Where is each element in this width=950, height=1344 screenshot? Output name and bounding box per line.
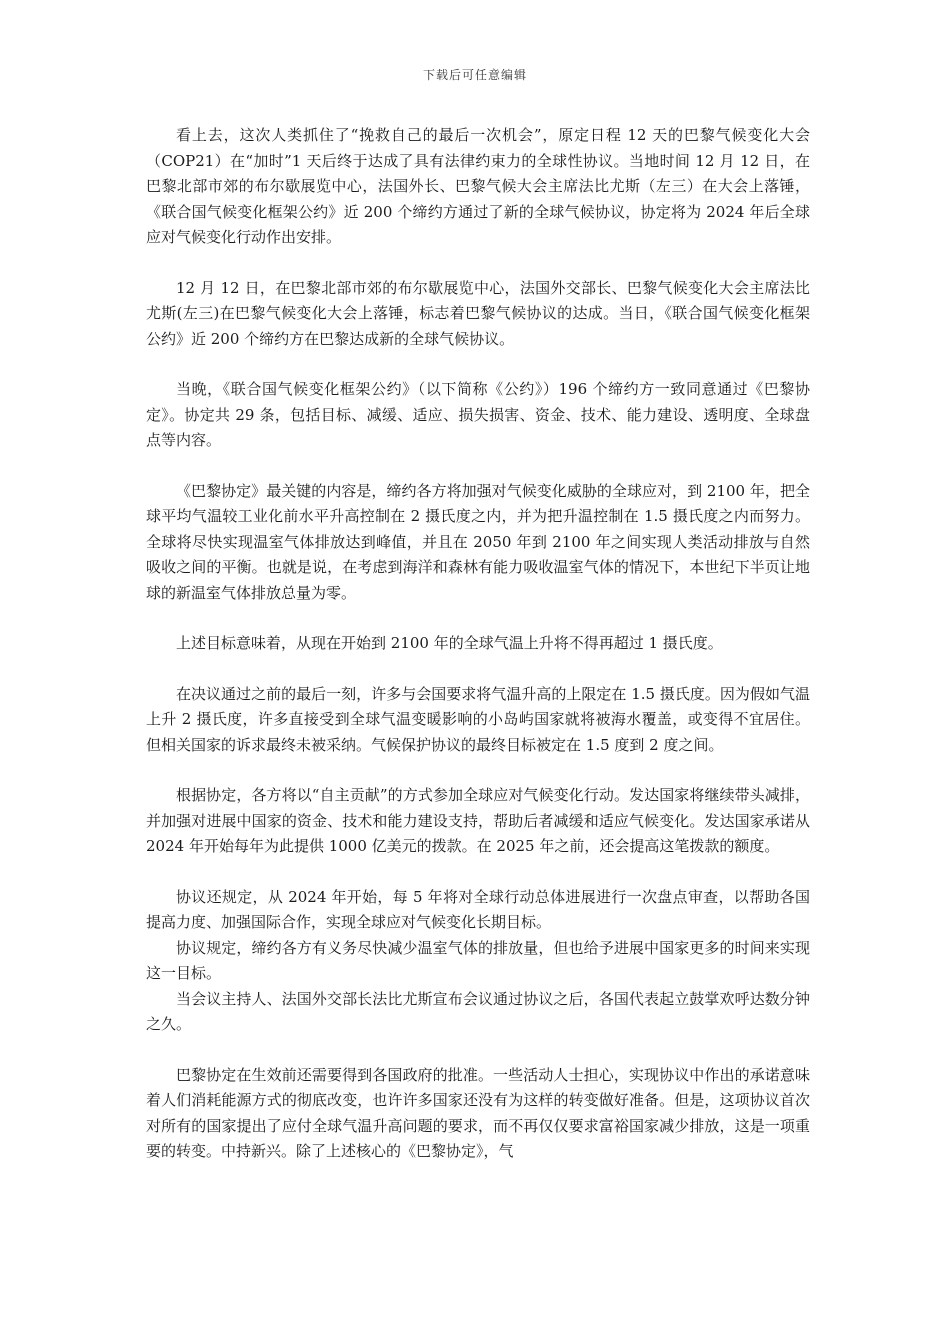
paragraph-10: 当会议主持人、法国外交部长法比尤斯宣布会议通过协议之后，各国代表起立鼓掌欢呼达数分钟之久。 — [146, 989, 810, 1033]
document-body — [146, 123, 810, 1190]
paragraph-3: 当晚，《联合国气候变化框架公约》（以下简称《公约》）196 个缔约方一致同意通过《巴黎协定》。协定共 29 条，包括目标、减缓、适应、损失损害、资金、技术、能力建设、透明度、全球盘点等内容。 — [146, 380, 810, 449]
paragraph-7: 根据协定，各方将以“自主贡献”的方式参加全球应对气候变化行动。发达国家将继续带头减排，并加强对进展中国家的资金、技术和能力建设支持，帮助后者减缓和适应气候变化。发达国家承诺从 2024 年开始每年为此提供 1000 亿美元的拨款。在 2025 年之前，还会提高这笔拨款的额度。 — [146, 786, 810, 855]
paragraph-4: 《巴黎协定》最关键的内容是，缔约各方将加强对气候变化威胁的全球应对，到 2100 年，把全球平均气温较工业化前水平升高控制在 2 摄氏度之内，并为把升温控制在 1.5 摄氏度之内而努力。全球将尽快实现温室气体排放达到峰值，并且在 2050 年到 2100 年之间实现人类活动排放与自然吸收之间的平衡。也就是说，在考虑到海洋和森林有能力吸收温室气体的情况下，本世纪下半页让地球的新温室气体排放总量为零。 — [146, 481, 810, 602]
page-header: 下载后可任意编辑 — [422, 68, 527, 82]
paragraph-5: 上述目标意味着，从现在开始到 2100 年的全球气温上升将不得再超过 1 摄氏度。 — [176, 634, 723, 652]
paragraph-2: 12 月 12 日，在巴黎北部市郊的布尔歇展览中心，法国外交部长、巴黎气候变化大会主席法比尤斯(左三)在巴黎气候变化大会上落锤，标志着巴黎气候协议的达成。当日，《联合国气候变化框架公约》近 200 个缔约方在巴黎达成新的全球气候协议。 — [146, 278, 810, 348]
paragraph-8: 协议还规定，从 2024 年开始，每 5 年将对全球行动总体进展进行一次盘点审查，以帮助各国提高力度、加强国际合作，实现全球应对气候变化长期目标。 — [146, 887, 810, 931]
paragraph-1: 看上去，这次人类抓住了“挽救自己的最后一次机会”，原定日程 12 天的巴黎气候变化大会（COP21）在“加时”1 天后终于达成了具有法律约束力的全球性协议。当地时间 12 月 12 日，在巴黎北部市郊的布尔歇展览中心，法国外长、巴黎气候大会主席法比尤斯（左三）在大会上落锤，《联合国气候变化框架公约》近 200 个缔约方通过了新的全球气候协议，协定将为 2024 年后全球应对气候变化行动作出安排。 — [146, 126, 810, 246]
paragraph-11: 巴黎协定在生效前还需要得到各国政府的批准。一些活动人士担心，实现协议中作出的承诺意味着人们消耗能源方式的彻底改变，也许许多国家还没有为这样的转变做好准备。但是，这项协议首次对所有的国家提出了应付全球气温升高问题的要求，而不再仅仅要求富裕国家减少排放，这是一项重要的转变。中持新兴。除了上述核心的《巴黎协定》，气 — [146, 1065, 810, 1160]
paragraph-9: 协议规定，缔约各方有义务尽快减少温室气体的排放量，但也给予进展中国家更多的时间来实现这一目标。 — [146, 938, 810, 982]
paragraph-6: 在决议通过之前的最后一刻，许多与会国要求将气温升高的上限定在 1.5 摄氏度。因为假如气温上升 2 摄氏度，许多直接受到全球气温变暖影响的小岛屿国家就将被海水覆盖，或变得不宜居住。但相关国家的诉求最终未被采纳。气候保护协议的最终目标被定在 1.5 度到 2 度之间。 — [146, 684, 810, 754]
